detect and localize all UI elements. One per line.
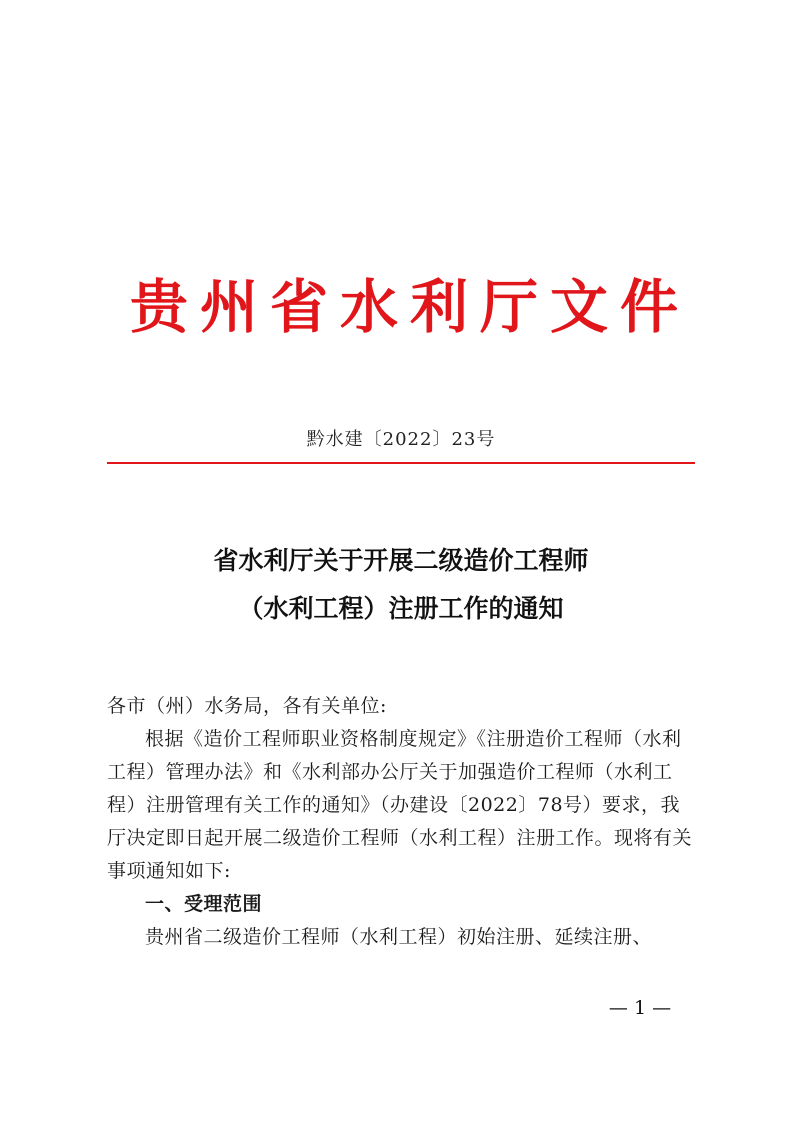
red-divider-line — [107, 462, 695, 464]
document-number: 黔水建〔2022〕23号 — [306, 429, 496, 450]
section-1-text: 贵州省二级造价工程师（水利工程）初始注册、延续注册、 — [145, 926, 653, 948]
notice-body — [107, 690, 697, 954]
intro-paragraph: 根据《造价工程师职业资格制度规定》《注册造价工程师（水利工程）管理办法》和《水利部办公厅关于加强造价工程师（水利工程）注册管理有关工作的通知》（办建设〔2022〕78号）要求，我厅决定即日起开展二级造价工程师（水利工程）注册工作。现将有关事项通知如下: — [107, 728, 693, 882]
agency-header-title: 贵州省水利厅文件 — [130, 273, 691, 341]
page-number: — 1 — — [608, 997, 672, 1019]
section-1-heading: 一、受理范围 — [145, 893, 263, 915]
notice-title-line-1: 省水利厅关于开展二级造价工程师 — [213, 546, 589, 575]
salutation: 各市（州）水务局，各有关单位: — [107, 695, 387, 717]
notice-title-line-2: （水利工程）注册工作的通知 — [238, 594, 564, 623]
notice-title — [107, 537, 695, 633]
